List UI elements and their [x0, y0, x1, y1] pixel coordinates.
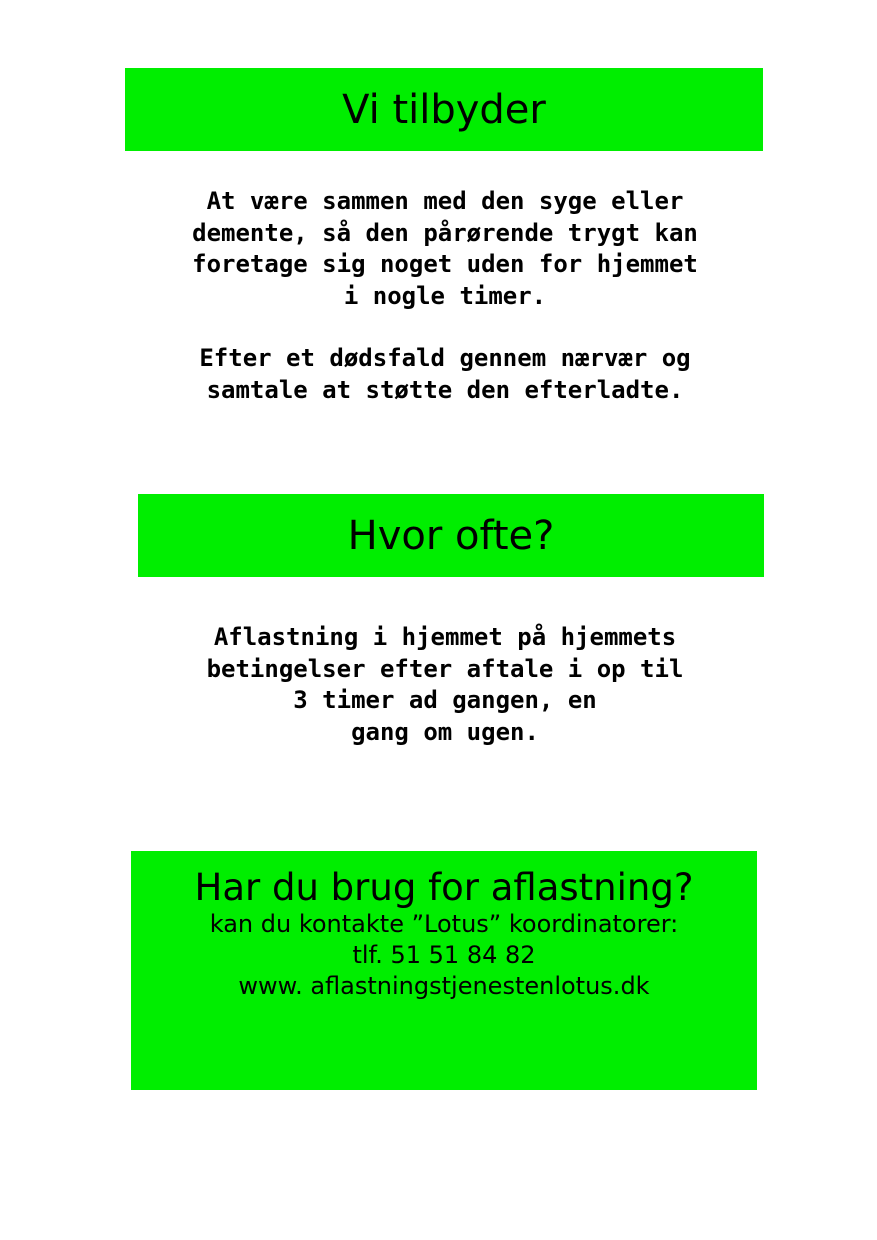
contact-phone: tlf. 51 51 84 82	[352, 941, 536, 969]
bereavement-line: Efter et dødsfald gennem nærvær og	[199, 344, 691, 372]
frequency-line: Aflastning i hjemmet på hjemmets	[213, 623, 677, 651]
offer-line: foretage sig noget uden for hjemmet	[192, 250, 698, 278]
frequency-text	[90, 622, 800, 748]
frequency-title: Hvor ofte?	[347, 512, 555, 559]
offer-line: demente, så den pårørende trygt kan	[192, 218, 698, 247]
paragraph-spacer	[90, 312, 800, 343]
bereavement-line: samtale at støtte den efterladte.	[206, 375, 684, 404]
contact-website: www. aflastningstjenestenlotus.dk	[238, 972, 650, 1000]
offer-line: At være sammen med den syge eller	[206, 187, 684, 215]
offer-banner	[125, 68, 763, 151]
offer-title: Vi tilbyder	[342, 86, 546, 133]
frequency-line: 3 timer ad gangen, en	[293, 686, 597, 714]
offer-line: i nogle timer.	[343, 281, 547, 310]
frequency-line: betingelser efter aftale i op til	[206, 654, 684, 683]
frequency-banner	[138, 494, 764, 577]
contact-box	[131, 851, 757, 1090]
offer-text	[90, 186, 800, 406]
contact-subline: kan du kontakte ”Lotus” koordinatorer:	[209, 910, 679, 938]
frequency-line: gang om ugen.	[351, 717, 539, 746]
contact-heading: Har du brug for aflastning?	[194, 866, 694, 909]
